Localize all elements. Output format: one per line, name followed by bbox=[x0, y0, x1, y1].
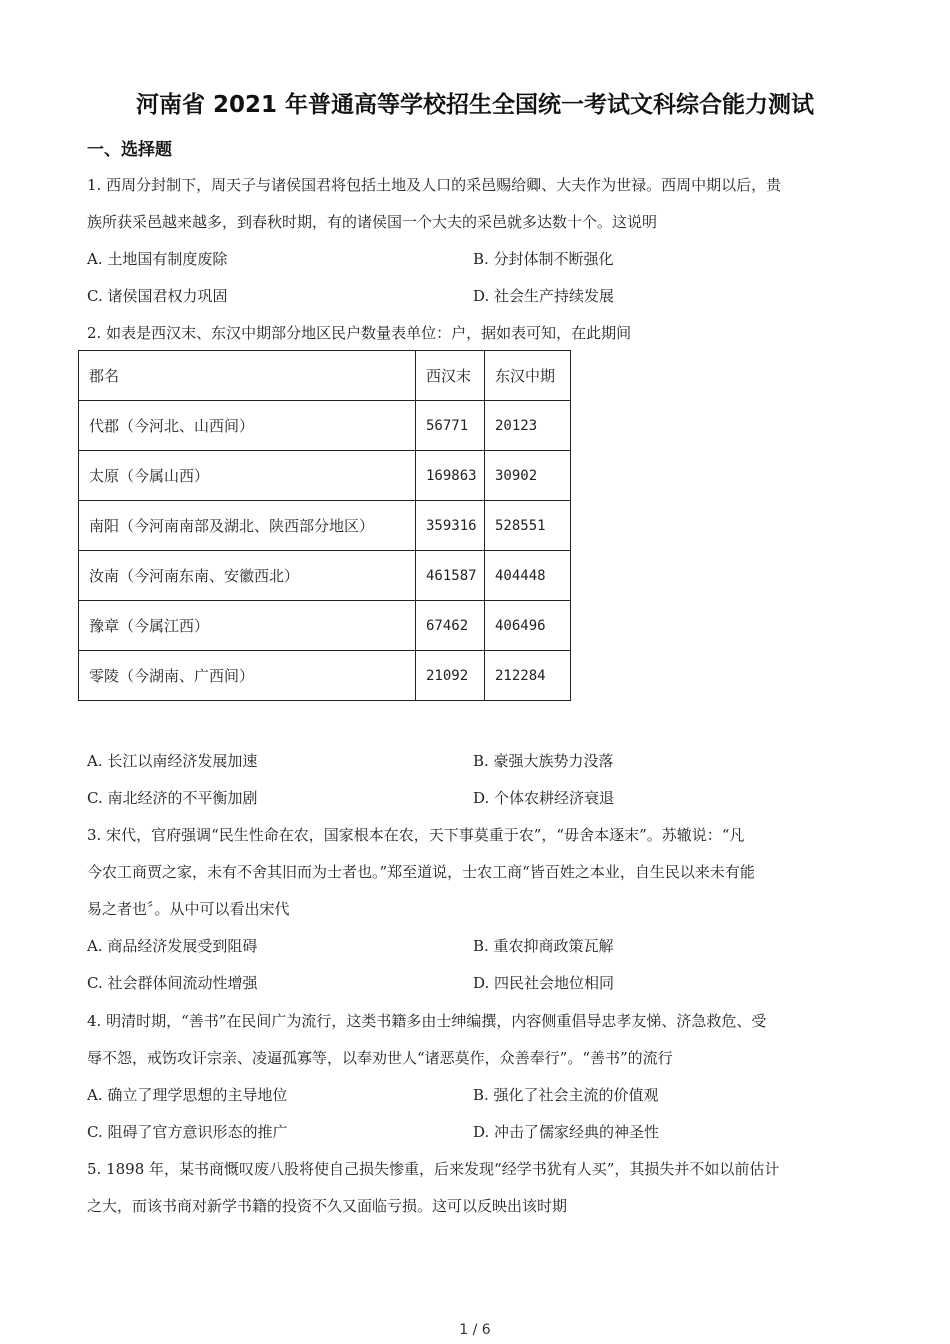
table-row bbox=[79, 551, 571, 601]
household-table bbox=[78, 350, 571, 701]
table-cell: 56771 bbox=[416, 401, 485, 451]
table-row bbox=[79, 651, 571, 701]
question-3-option-c: C. 社会群体间流动性增强 bbox=[87, 974, 258, 992]
question-5-line-1: 5. 1898 年，某书商慨叹废八股将使自己损失惨重，后来发现“经学书犹有人买”，其损失并不如以前估计 bbox=[87, 1160, 780, 1178]
question-3-line-2: 今农工商贾之家，未有不舍其旧而为士者也。”郑至道说，士农工商“皆百姓之本业，自生民以来未有能 bbox=[87, 863, 755, 881]
question-1-option-c: C. 诸侯国君权力巩固 bbox=[87, 287, 228, 305]
question-4-line-1: 4. 明清时期，“善书”在民间广为流行，这类书籍多由士绅编撰，内容侧重倡导忠孝友悌、济急救危、受 bbox=[87, 1012, 767, 1030]
question-2-option-b: B. 豪强大族势力没落 bbox=[473, 752, 614, 770]
table-row bbox=[79, 501, 571, 551]
question-2-option-d: D. 个体农耕经济衰退 bbox=[473, 789, 615, 807]
table-cell: 461587 bbox=[416, 551, 485, 601]
table-cell: 20123 bbox=[485, 401, 571, 451]
table-header-row bbox=[79, 351, 571, 401]
table-cell: 豫章（今属江西） bbox=[79, 601, 416, 651]
question-1-option-a: A. 土地国有制度废除 bbox=[87, 250, 228, 268]
table-cell: 21092 bbox=[416, 651, 485, 701]
table-cell: 太原（今属山西） bbox=[79, 451, 416, 501]
question-1-option-d: D. 社会生产持续发展 bbox=[473, 287, 615, 305]
table-cell: 汝南（今河南东南、安徽西北） bbox=[79, 551, 416, 601]
table-header-cell: 东汉中期 bbox=[485, 351, 571, 401]
question-4-option-b: B. 强化了社会主流的价值观 bbox=[473, 1086, 659, 1104]
table-row bbox=[79, 451, 571, 501]
page-number: 1 / 6 bbox=[459, 1322, 491, 1338]
question-3-line-1: 3. 宋代，官府强调“民生性命在农，国家根本在农，天下事莫重于农”，“毋舍本逐末”。苏辙说：“凡 bbox=[87, 826, 745, 844]
question-4-option-d: D. 冲击了儒家经典的神圣性 bbox=[473, 1123, 660, 1141]
table-cell: 406496 bbox=[485, 601, 571, 651]
question-4-option-a: A. 确立了理学思想的主导地位 bbox=[87, 1086, 288, 1104]
table-cell: 30902 bbox=[485, 451, 571, 501]
question-3-line-3: 易之者也〞。从中可以看出宋代 bbox=[87, 900, 290, 918]
table-cell: 359316 bbox=[416, 501, 485, 551]
question-2-line-1: 2. 如表是西汉末、东汉中期部分地区民户数量表单位：户，据如表可知，在此期间 bbox=[87, 324, 632, 342]
question-2-option-c: C. 南北经济的不平衡加剧 bbox=[87, 789, 258, 807]
question-5-line-2: 之大，而该书商对新学书籍的投资不久又面临亏损。这可以反映出该时期 bbox=[87, 1197, 568, 1215]
question-3-option-b: B. 重农抑商政策瓦解 bbox=[473, 937, 614, 955]
table-cell: 169863 bbox=[416, 451, 485, 501]
exam-title: 河南省 2021 年普通高等学校招生全国统一考试文科综合能力测试 bbox=[135, 92, 815, 118]
table-cell: 212284 bbox=[485, 651, 571, 701]
question-3-option-a: A. 商品经济发展受到阻碍 bbox=[87, 937, 258, 955]
section-heading: 一、选择题 bbox=[87, 140, 172, 160]
table-header-cell: 西汉末 bbox=[416, 351, 485, 401]
table-cell: 528551 bbox=[485, 501, 571, 551]
table-row bbox=[79, 601, 571, 651]
question-4-line-2: 辱不怨，戒饬攻讦宗亲、凌逼孤寡等，以奉劝世人“诸恶莫作，众善奉行”。“善书”的流行 bbox=[87, 1049, 673, 1067]
question-3-option-d: D. 四民社会地位相同 bbox=[473, 974, 615, 992]
question-1-option-b: B. 分封体制不断强化 bbox=[473, 250, 614, 268]
table-cell: 南阳（今河南南部及湖北、陕西部分地区） bbox=[79, 501, 416, 551]
question-1-line-2: 族所获采邑越来越多，到春秋时期，有的诸侯国一个大夫的采邑就多达数十个。这说明 bbox=[87, 213, 658, 231]
table-row bbox=[79, 401, 571, 451]
table-cell: 67462 bbox=[416, 601, 485, 651]
table-cell: 404448 bbox=[485, 551, 571, 601]
table-cell: 零陵（今湖南、广西间） bbox=[79, 651, 416, 701]
table-header-cell: 郡名 bbox=[79, 351, 416, 401]
question-2-option-a: A. 长江以南经济发展加速 bbox=[87, 752, 258, 770]
question-1-line-1: 1. 西周分封制下，周天子与诸侯国君将包括土地及人口的采邑赐给卿、大夫作为世禄。西周中期以后，贵 bbox=[87, 176, 782, 194]
question-4-option-c: C. 阻碍了官方意识形态的推广 bbox=[87, 1123, 288, 1141]
table-cell: 代郡（今河北、山西间） bbox=[79, 401, 416, 451]
